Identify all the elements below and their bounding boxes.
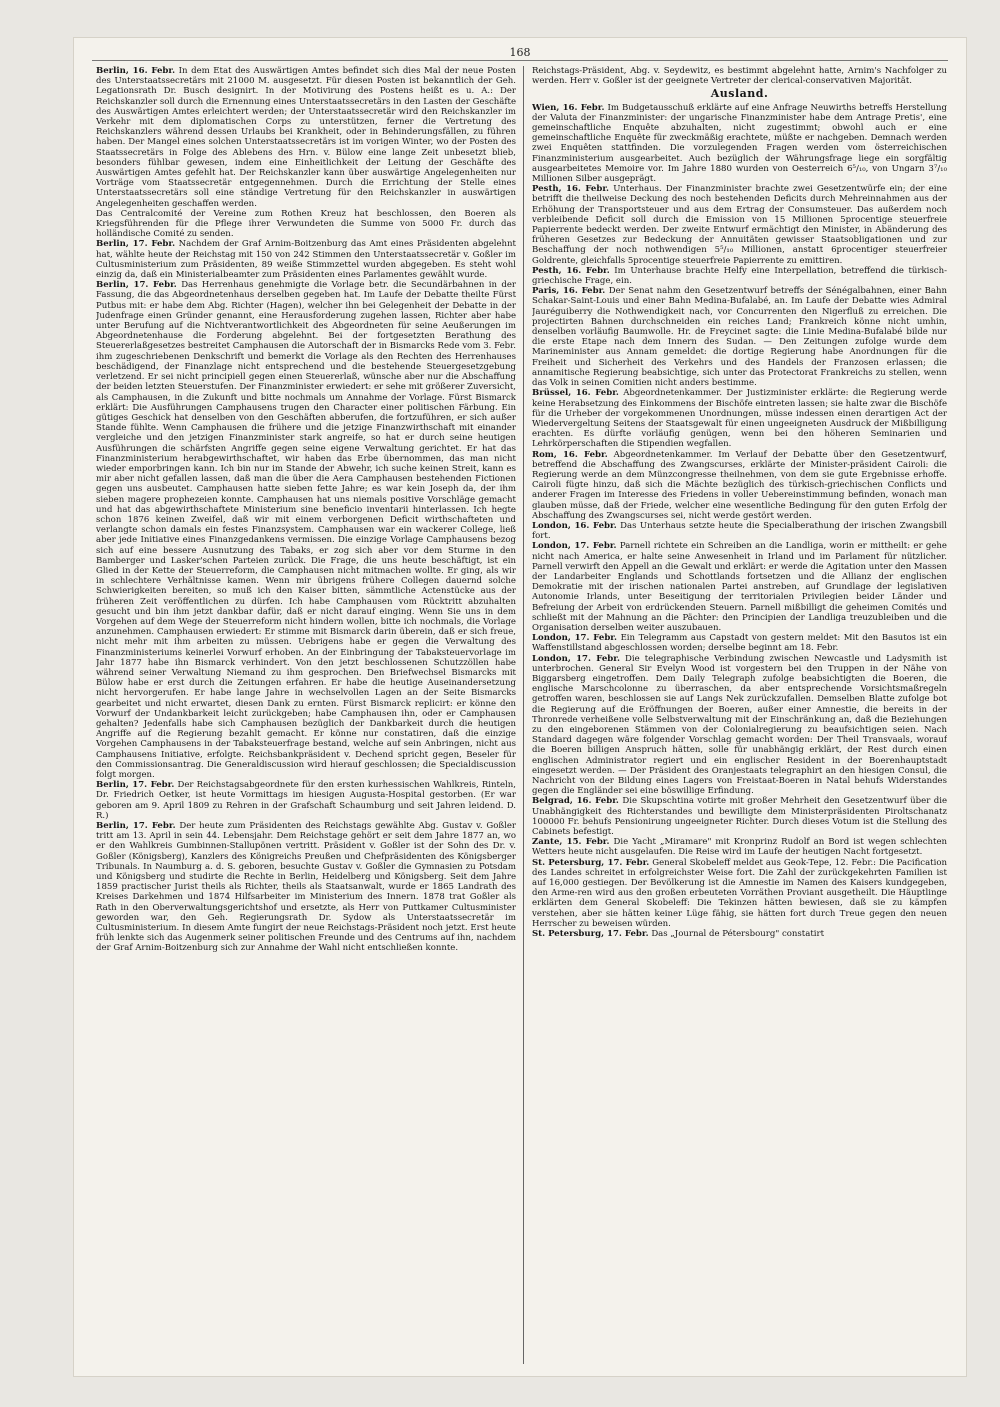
article-dateline: Berlin, 16. Febr. bbox=[96, 66, 176, 76]
article-london-1 bbox=[532, 521, 947, 541]
article-pesth-1 bbox=[532, 184, 947, 266]
article-london-3 bbox=[532, 633, 947, 653]
article-text: Abgeordnetenkammer. Im Verlauf der Debatte über den Gesetzentwurf, betreffend die Abschaffung des Zwangscurses, erklärte der Minister-präsident Cairoli: die Regierung werde an dem Münzcongresse theilnehmen, von dem sie gute Ergebnisse erhoffe. Cairoli fügte hinzu, daß sich die Mächte bezüglich des türkisch-griechischen Conflicts und anderer Fragen im Interesse des Friedens in voller Uebereinstimmung befinden, wonach man glauben müsse, daß der Friede, welcher eine wesentliche Bedingung für den guten Erfolg der Abschaffung des Zwangscurses sei, nicht werde gestört werden. bbox=[532, 449, 947, 521]
article-text: Abgeordnetenkammer. Der Justizminister erklärte: die Regierung werde keine Herabsetzung des Einkommens der Bischöfe eintreten lassen; sie halte zwar die Bischöfe für die Urheber der vorgekommenen Unordnungen, müsse indessen einen derartigen Act der Wiedervergeltung Seitens der Staatsgewalt für einen ungeeigneten Ausdruck der Mißbilligung erachten. Es dürfte vorläufig genügen, wenn bei den höheren Seminarien und Lehrkörperschaften die Stipendien wegfallen. bbox=[532, 388, 947, 450]
article-dateline: Belgrad, 16. Febr. bbox=[532, 796, 619, 807]
article-dateline: London, 17. Febr. bbox=[532, 653, 620, 664]
article-wien bbox=[532, 103, 947, 185]
article-dateline: Berlin, 17. Febr. bbox=[96, 821, 176, 832]
article-dateline: Pesth, 16. Febr. bbox=[532, 184, 610, 195]
article-london-4 bbox=[532, 654, 947, 797]
article-pesth-2 bbox=[532, 266, 947, 286]
article-text: Der heute zum Präsidenten des Reichstags gewählte Abg. Gustav v. Goßler tritt am 13. April in sein 44. Lebensjahr. Dem Reichstage gehört er seit dem Jahre 1877 an, wo er den Wahlkreis Gumbinnen-Stallupönen vertritt. Präsident v. Goßler ist der Sohn des Dr. v. Goßler (Königsberg), Kanzlers des Königreichs Preußen und Chefpräsidenten des Königsberger Tribunals. In Naumburg a. d. S. geboren, besuchte Gustav v. Goßler die Gymnasien zu Potsdam und Königsberg und studirte die Rechte in Berlin, Heidelberg und Königsberg. Seit dem Jahre 1859 practischer Jurist theils als Richter, theils als Staatsanwalt, wurde er 1865 Landrath des Kreises Darkehmen und 1874 Hilfsarbeiter im Ministerium des Innern. 1878 trat Goßler als Rath in den Oberverwaltungsgerichtshof und ersetzte, als Herr von Puttkamer Cultusminister geworden war, den Geh. Regierungsrath Dr. Sydow als Unterstaatssecretär im Cultusministerium. In diesem Amte fungirt der neue Reichstags-Präsident noch jetzt. Erst heute früh lenkte sich das Augenmerk seiner politischen Freunde und des Centrums auf ihn, nachdem der Graf Arnim-Boitzenburg sich zur Annahme der Wahl nicht entschließen konnte. bbox=[96, 821, 516, 954]
article-st-petersburg-1 bbox=[532, 858, 947, 929]
article-berlin-16-feb bbox=[96, 66, 516, 209]
article-bruessel bbox=[532, 388, 947, 449]
article-text: Das Herrenhaus genehmigte die Vorlage betr. die Secundärbahnen in der Fassung, die das Abgeordnetenhaus derselben gegeben hat. Im Laufe der Debatte theilte Fürst Putbus mit: er habe dem Abg. Richter (Hagen), welcher ihn bei Gelegenheit der Debatte in der Judenfrage einen Gründer genannt, eine Herausforderung zugehen lassen, Richter aber habe unter Berufung auf die Nichtverantwortlichkeit des Abgeordneten für seine Aeußerungen im Abgeordnetenhause die Forderung abgelehnt. Bei der fortgesetzten Berathung des Steuererlaßgesetzes bestreitet Camphausen die Autorschaft der in Bismarcks Rede vom 3. Febr. ihm zugeschriebenen Denkschrift und bemerkt die Vorlage als den Rechten des Herrenhauses beschädigend, der Finanzlage nicht entsprechend und die bestehende Steuergesetzgebung verletzend. Er sei nicht principiell gegen einen Steuererlaß, wünsche aber nur die Abschaffung der beiden letzten Steuerstufen. Der Finanzminister erwiedert: er sehe mit größerer Zuversicht, als Camphausen, in die Zukunft und bitte nochmals um Annahme der Vorlage. Fürst Bismarck erklärt: Die Ausführungen Camphausens trugen den Character einer politischen Färbung. Ein gütiges Geschick hat denselben von den Geschäften abberufen, die fortzuführen, er sich außer Stande fühlte. Wenn Camphausen die frühere und die jetzige Finanzwirthschaft mit einander vergleiche und den jetzigen Finanzminister stark angreife, so hat er durch seine heutigen Ausführungen die schärfsten Angriffe gegen seine eigene Verwaltung gerichtet. Er hat das Finanzministerium herabgewirthschaftet, wir haben das Erbe übernommen, das man nicht wieder emporbringen kann. Ich bin nur im Stande der Abwehr, ich suche keinen Streit, kann es mir aber nicht gefallen lassen, daß man die über die Aera Camphausen bestehenden Fictionen gegen uns ausbeutet. Camphausen hatte sieben fette Jahre; es war kein Joseph da, der ihm sieben magere prophezeien konnte. Camphausen hat uns niemals positive Vorschläge gemacht und hat das abgewirthschaftete Ministerium sine beneficio inventarii hinterlassen. Ich hegte schon 1876 keinen Zweifel, daß wir mit einem verborgenen Deficit wirthschafteten und verlangte schon damals ein festes Finanzsystem. Camphausen war ein wackerer College, ließ aber jede Initiative eines Finanzgedankens vermissen. Die einzige Vorlage Camphausens bezog sich auf eine bessere Ausnutzung des Tabaks, er zog sich aber vor dem Sturme in den Bamberger und Lasker'schen Parteien zurück. Die Frage, die uns heute beschäftigt, ist ein Glied in der Kette der Steuerreform, die Camphausen nicht mitmachen wollte. Er ging, als wir in schlechtere Verhältnisse kamen. Wenn mir übrigens frühere Collegen dauernd solche Schwierigkeiten bereiten, so muß ich den Kaiser bitten, sämmtliche Actenstücke aus der früheren Zeit veröffentlichen zu dürfen. Ich habe Camphausen vom Rücktritt abzuhalten gesucht und bin ihm jetzt dankbar dafür, daß er nicht darauf einging. Wenn Sie uns in dem Vorgehen auf dem Wege der Steuerreform nicht hindern wollen, bitte ich nochmals, die Vorlage anzunehmen. Camphausen erwiedert: Er stimme mit Bismarck darin überein, daß er sich freue, nicht mehr mit ihm arbeiten zu müssen. Uebrigens habe er gegen die Verwaltung des Finanzministeriums keinerlei Vorwurf erhoben. An der Einbringung der Tabaksteuervorlage im Jahr 1877 habe ihn Bismarck verhindert. Von den jetzt beschlossenen Schutzzöllen habe während seiner Verwaltung Niemand zu ihm gesprochen. Den Briefwechsel Bismarcks mit Bülow habe er erst durch die Zeitungen erfahren. Er habe die heutige Auseinandersetzung nicht hervorgerufen. Er habe lange Jahre in wechselvollen Lagen an der Seite Bismarcks gearbeitet und nicht erwartet, diesen Dank zu ernten. Fürst Bismarck replicirt: er könne den Vorwurf der Undankbarkeit leicht zurückgeben; habe Camphausen ihn, oder er Camphausen gehalten? Jedenfalls habe sich Camphausen bezüglich der Dankbarkeit durch die heutigen Angriffe auf die Regierung bezahlt gemacht. Er könne nur constatiren, daß die einzige Vorgehen Camphausens in der Tabaksteuerfrage bestand, welche auf sein Anbringen, nicht aus Camphausens Initiative, erfolgte. Reichsbankpräsident v. Dechend spricht gegen, Beseler für den Commissionsantrag. Die Generaldiscussion wird hierauf geschlossen; die Specialdiscussion folgt morgen. bbox=[96, 280, 516, 781]
article-berlin-praesident bbox=[96, 239, 516, 280]
article-text: Der Reichstagsabgeordnete für den ersten kurhessischen Wahlkreis, Rinteln, Dr. Friedrich Oetker, ist heute Vormittags im hiesigen Augusta-Hospital gestorben. (Er war geboren am 9. April 1809 zu Rehren in der Grafschaft Schaumburg und seit Jahren leidend. D. R.) bbox=[96, 780, 516, 821]
article-dateline: Berlin, 17. Febr. bbox=[96, 280, 177, 291]
article-berlin-gossler bbox=[96, 821, 516, 954]
article-dateline: Zante, 15. Febr. bbox=[532, 837, 610, 848]
article-continuation: Reichstags-Präsident, Abg. v. Seydewitz, es bestimmt abgelehnt hatte, Arnim's Nachfolger zu werden. Herr v. Goßler ist der geeignete Vertreter der clerical-conservativen Majorität. bbox=[532, 66, 947, 87]
article-dateline: St. Petersburg, 17. Febr. bbox=[532, 857, 650, 868]
article-dateline: London, 17. Febr. bbox=[532, 633, 617, 644]
article-text: Die Yacht „Miramare" mit Kronprinz Rudolf an Bord ist wegen schlechten Wetters heute nicht ausgelaufen. Die Reise wird im Laufe der heutigen Nacht fortgesetzt. bbox=[532, 837, 947, 858]
newspaper-page bbox=[74, 38, 966, 1376]
section-title-ausland: Ausland. bbox=[710, 87, 769, 101]
left-column bbox=[96, 66, 516, 1364]
article-berlin-herrenhaus bbox=[96, 280, 516, 780]
article-rothes-kreuz bbox=[96, 209, 516, 240]
article-dateline: Brüssel, 16. Febr. bbox=[532, 388, 619, 399]
right-column bbox=[532, 66, 947, 1364]
article-dateline: London, 16. Febr. bbox=[532, 520, 617, 531]
article-london-2 bbox=[532, 541, 947, 633]
article-dateline: Berlin, 17. Febr. bbox=[96, 780, 175, 791]
article-rom bbox=[532, 450, 947, 521]
article-text: Unterhaus. Der Finanzminister brachte zwei Gesetzentwürfe ein; der eine betrifft die theilweise Deckung des noch bestehenden Deficits durch Mehreinnahmen aus der Erhöhung der Transportsteuer und aus dem Ertrag der Consumsteuer. Das außerdem noch verbleibende Deficit soll durch die Emission von 15 Millionen 5procentige steuerfreie Papierrente bedeckt werden. Der zweite Entwurf ermächtigt den Minister, in Abänderung des früheren Gesetzes zur Bedeckung der Annuitäten gewisser Staatsobligationen und zur Beschaffung der noch nothwendigen 5⁵/₁₀ Millionen, anstatt 6procentiger steuerfreier Goldrente, gleichfalls 5procentige steuerfreie Papierrente zu emittiren. bbox=[532, 184, 947, 266]
article-dateline: Wien, 16. Febr. bbox=[532, 102, 605, 113]
article-text: Das „Journal de Pétersbourg" constatirt bbox=[651, 929, 825, 940]
article-dateline: Berlin, 17. Febr. bbox=[96, 239, 176, 250]
article-text: Die telegraphische Verbindung zwischen Newcastle und Ladysmith ist unterbrochen. General Sir Evelyn Wood ist vorgestern bei den Truppen in der Nähe von Biggarsberg eingetroffen. Dem Daily Telegraph zufolge beabsichtigten die Boeren, die englische Marschcolonne zu überraschen, da aber entsprechende Vorsichtsmaßregeln getroffen waren, beschlossen sie auf Langs Nek zurückzufallen. Demselben Blatte zufolge bot die Regierung auf die Eröffnungen der Boeren, außer einer Amnestie, die bereits in der Thronrede verheißene volle Selbstverwaltung mit der Einschränkung an, daß die Beziehungen zu den eingeborenen Stämmen von der Colonialregierung zu beaufsichtigen seien. Nach Standard dagegen wäre folgender Vorschlag gemacht worden: Der Theil Transvaals, worauf die Boeren billigen Anspruch hätten, solle für unabhängig erklärt, der Rest durch einen englischen Administrator regiert und ein englischer Resident in der Boerenhauptstadt eingesetzt werden. — Der Präsident des Oranjestaats telegraphirt an den hiesigen Consul, die Nachricht von der Bildung eines Lagers von Freistaat-Boeren in Natal behufs Widerstandes gegen die Engländer sei eine böswillige Erfindung. bbox=[532, 653, 947, 797]
article-text: Im Budgetausschuß erklärte auf eine Anfrage Neuwirths betreffs Herstellung der Valuta der Finanzminister: der ungarische Finanzminister habe dem Antrage Pretis', eine gemeinschaftliche Enquête abzuhalten, nicht zugestimmt; obwohl auch er eine gemeinschaftliche Enquête für zweckmäßig erachtete, müßte er nachgeben. Demnach werden zwei Enquêten stattfinden. Die vorzulegenden Fragen werden vom österreichischen Finanzministerium ausgearbeitet. Auch bezüglich der Währungsfrage liege ein sorgfältig ausgearbeitetes Memoire vor. Im Jahre 1880 wurden von Oesterreich 6⁵/₁₀, von Ungarn 3⁷/₁₀ Millionen Silber ausgeprägt. bbox=[532, 102, 947, 185]
article-text: In dem Etat des Auswärtigen Amtes befindet sich dies Mal der neue Posten des Unterstaatssecretärs mit 21000 M. ausgesetzt. Für diesen Posten ist bekanntlich der Geh. Legationsrath Dr. Busch designirt. In der Motivirung des Postens heißt es u. A.: Der Reichskanzler soll durch die Ernennung eines Unterstaatssecretärs in den Lasten der Geschäfte des Auswärtigen Amtes erleichtert werden; der Unterstaatssecretär wird den Reichskanzler im Verkehr mit dem diplomatischen Corps zu unterstützen, ferner die Vertretung des Reichskanzlers während dessen Urlaubs bei Krankheit, oder in Behinderungsfällen, zu führen haben. Der Mangel eines solchen Unterstaatssecretärs ist im vorigen Winter, wo der Posten des Staatssecretärs in Folge des Ablebens des Hrn. v. Bülow eine lange Zeit unbesetzt blieb, besonders fühlbar gewesen, indem eine Einheitlichkeit der Leitung der Geschäfte des Auswärtigen Amtes gefehlt hat. Der Reichskanzler kann über auswärtige Angelegenheiten nur Vorträge vom Staatssecretär entgegennehmen. Durch die Errichtung der Stelle eines Unterstaatssecretärs soll eine ständige Vertretung für den Reichskanzler in auswärtigen Angelegenheiten geschaffen werden. bbox=[96, 66, 516, 209]
article-paris bbox=[532, 286, 947, 388]
header-rule bbox=[92, 60, 948, 61]
article-text: Parnell richtete ein Schreiben an die Landliga, worin er mittheilt: er gehe nicht nach America, er halte seine Anwesenheit in Irland und im Parlament für nützlicher. Parnell verwirft den Appell an die Gewalt und erklärt: er werde die Agitation unter den Massen der Landarbeiter Englands und Schottlands fortsetzen und die Allianz der englischen Demokratie mit der irischen nationalen Partei anstreben, auf Grundlage der legislativen Autonomie Irlands, unter Beseitigung der territorialen Privilegien beider Länder und Befreiung der Arbeit von erdrückenden Steuern. Parnell mißbilligt die geheimen Comités und schließt mit der Mahnung an die Pächter: den Principien der Landliga treuzubleiben und die Organisation derselben weiter auszubauen. bbox=[532, 541, 947, 633]
article-berlin-oetker bbox=[96, 780, 516, 821]
article-text: Ein Telegramm aus Capstadt von gestern meldet: Mit den Basutos ist ein Waffenstillstand abgeschlossen worden; derselbe beginnt am 18. Febr. bbox=[532, 633, 947, 654]
article-st-petersburg-2 bbox=[532, 929, 947, 939]
article-text: Im Unterhause brachte Helfy eine Interpellation, betreffend die türkisch-griechische Frage, ein. bbox=[532, 265, 947, 287]
article-belgrad bbox=[532, 796, 947, 837]
article-text: Das Unterhaus setzte heute die Specialberathung der irischen Zwangsbill fort. bbox=[532, 520, 947, 542]
article-text: Das Centralcomité der Vereine zum Rothen Kreuz hat beschlossen, den Boeren als Kriegsführenden für die Pflege ihrer Verwundeten die Summe von 5000 Fr. durch das holländische Comité zu senden. bbox=[96, 208, 516, 240]
article-dateline: St. Petersburg, 17. Febr. bbox=[532, 929, 649, 940]
article-zante bbox=[532, 837, 947, 857]
article-dateline: Paris, 16. Febr. bbox=[532, 286, 606, 297]
article-dateline: Pesth, 16. Febr. bbox=[532, 265, 610, 276]
page-number: 168 bbox=[509, 46, 531, 59]
article-text: General Skobeleff meldet aus Geok-Tepe, 12. Febr.: Die Pacification des Landes schreitet in erfolgreichster Weise fort. Die Zahl der zurückgekehrten Familien ist auf 16,000 gestiegen. Der Bevölkerung ist die Amnestie im Namen des Kaisers kundgegeben, den Arme-ren wird aus den großen erbeuteten Vorräthen Proviant ausgetheilt. Die Häuptlinge erklärten dem General Skobeleff: Die Tekinzen hätten bewiesen, daß sie zu kämpfen verstehen, aber sie hätten keiner Lüge fähig, sie hätten fort durch Treue gegen den neuen Herrscher zu beweisen würden. bbox=[532, 857, 947, 929]
column-divider bbox=[523, 66, 524, 1364]
article-text: Nachdem der Graf Arnim-Boitzenburg das Amt eines Präsidenten abgelehnt hat, wählte heute der Reichstag mit 150 von 242 Stimmen den Unterstaatssecretär v. Goßler im Cultusministerium zum Präsidenten, 89 weiße Stimmzettel wurden abgegeben. Es steht wohl einzig da, daß ein Ministerialbeamter zum Präsidenten eines Parlamentes gewählt wurde. bbox=[96, 239, 516, 281]
article-text: Der Senat nahm den Gesetzentwurf betreffs der Sénégalbahnen, einer Bahn Schakar-Saint-Louis und einer Bahn Medina-Bufalabé, an. Im Laufe der Debatte wies Admiral Jauréguiberry die Nothwendigkeit nach, vor Concurrenten den Nigerfluß zu erreichen. Die projectirten Bahnen durchschneiden ein reiches Land; Frankreich könne nicht umhin, denselben vorläufig Baumwolle. Hr. de Freycinet sagte: die Linie Medina-Bufalabé bilde nur die erste Etape nach dem Innern des Sudan. — Den Zeitungen zufolge wurde dem Marineminister aus Annam gemeldet: die dortige Regierung habe Anordnungen für die Freiheit und Sicherheit des Verkehrs und des Handels der Franzosen erlassen; die annamitische Regierung beabsichtige, sich unter das Protectorat Frankreichs zu stellen, wenn das Volk in seinen Comitien nicht anders bestimme. bbox=[532, 286, 947, 389]
article-text: Die Skupschtina votirte mit großer Mehrheit den Gesetzentwurf über die Unabhängigkeit des Richterstandes und bewilligte dem Ministerpräsidenten Piroltschanatz 100000 Fr. behufs Pensionirung ungeeigneter Richter. Durch dieses Votum ist die Stellung des Cabinets befestigt. bbox=[532, 796, 947, 838]
article-dateline: Rom, 16. Febr. bbox=[532, 449, 608, 460]
article-dateline: London, 17. Febr. bbox=[532, 541, 617, 552]
